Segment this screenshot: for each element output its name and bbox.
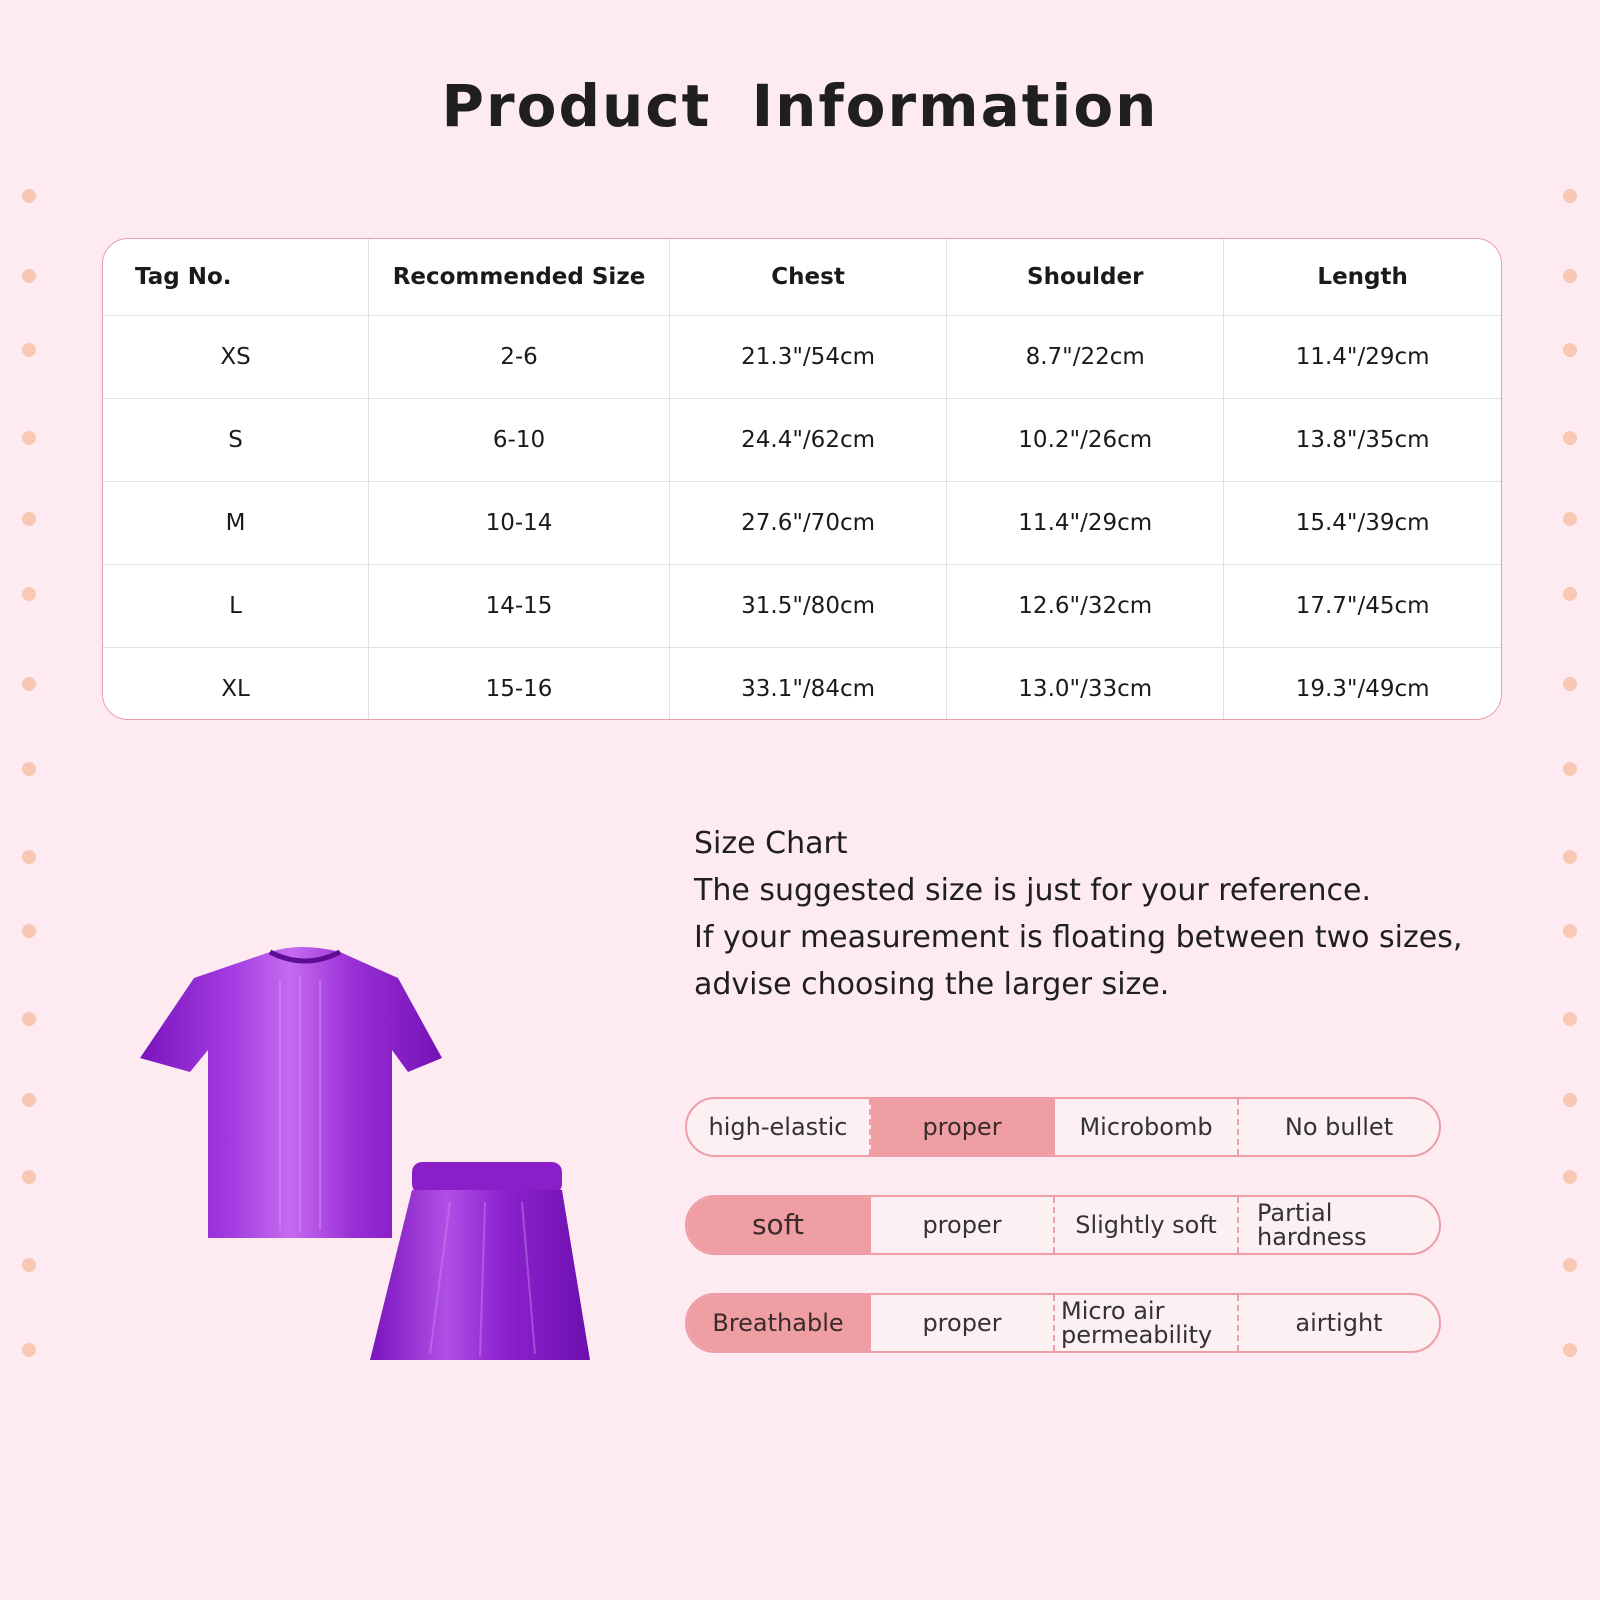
cell-shoulder: 12.6"/32cm xyxy=(947,565,1224,648)
decorative-dot xyxy=(22,431,36,445)
cell-tag: M xyxy=(103,482,369,565)
option-airtight: airtight xyxy=(1295,1309,1383,1337)
cell-chest: 21.3"/54cm xyxy=(670,316,947,399)
option-soft: soft xyxy=(687,1197,871,1253)
cell-shoulder: 8.7"/22cm xyxy=(947,316,1224,399)
option-partial-hardness: Partial hardness xyxy=(1257,1199,1367,1251)
option-micro-air-permeability: Micro air permeability xyxy=(1055,1295,1239,1351)
decorative-dot xyxy=(22,587,36,601)
cell-length: 11.4"/29cm xyxy=(1224,316,1501,399)
decorative-dot xyxy=(22,677,36,691)
decorative-dot xyxy=(1563,1170,1577,1184)
column-header-tag: Tag No. xyxy=(103,239,369,316)
decorative-dot xyxy=(1563,762,1577,776)
shirt-icon xyxy=(140,947,442,1238)
decorative-dot xyxy=(22,1012,36,1026)
decorative-dot xyxy=(1563,924,1577,938)
cell-recommended-size: 10-14 xyxy=(369,482,670,565)
decorative-dot xyxy=(1563,677,1577,691)
option-no-bullet: No bullet xyxy=(1284,1113,1394,1141)
decorative-dot xyxy=(1563,1012,1577,1026)
cell-length: 17.7"/45cm xyxy=(1224,565,1501,648)
decorative-dot xyxy=(22,762,36,776)
notes-heading: Size Chart xyxy=(694,826,848,861)
option-high-elastic: high-elastic xyxy=(687,1099,871,1155)
decorative-dot xyxy=(22,343,36,357)
decorative-dot xyxy=(22,512,36,526)
page-title: Product Information xyxy=(441,72,1159,140)
decorative-dot xyxy=(1563,1258,1577,1272)
cell-recommended-size: 15-16 xyxy=(369,648,670,721)
table-row xyxy=(103,399,1501,482)
cell-tag: L xyxy=(103,565,369,648)
product-image xyxy=(130,940,600,1380)
decorative-dot xyxy=(22,1258,36,1272)
cell-chest: 31.5"/80cm xyxy=(670,565,947,648)
notes-line: advise choosing the larger size. xyxy=(694,967,1170,1002)
column-header-chest: Chest xyxy=(670,239,947,316)
cell-chest: 27.6"/70cm xyxy=(670,482,947,565)
decorative-dot xyxy=(1563,343,1577,357)
table-header-row xyxy=(103,239,1501,316)
option-proper: proper xyxy=(871,1295,1055,1351)
decorative-dot xyxy=(22,1343,36,1357)
decorative-dot xyxy=(22,189,36,203)
decorative-dot xyxy=(22,269,36,283)
cell-chest: 24.4"/62cm xyxy=(670,399,947,482)
table-row xyxy=(103,565,1501,648)
cell-tag: XS xyxy=(103,316,369,399)
cell-shoulder: 11.4"/29cm xyxy=(947,482,1224,565)
decorative-dot xyxy=(1563,850,1577,864)
option-proper: proper xyxy=(871,1197,1055,1253)
decorative-dot xyxy=(1563,189,1577,203)
column-header-length: Length xyxy=(1224,239,1501,316)
cell-recommended-size: 6-10 xyxy=(369,399,670,482)
cell-length: 13.8"/35cm xyxy=(1224,399,1501,482)
softness-scale xyxy=(685,1195,1441,1255)
cell-length: 19.3"/49cm xyxy=(1295,676,1430,702)
table-row xyxy=(103,648,1501,721)
cell-tag: S xyxy=(103,399,369,482)
decorative-dot xyxy=(22,1093,36,1107)
notes-line: The suggested size is just for your reference. xyxy=(694,873,1371,908)
decorative-dot xyxy=(1563,587,1577,601)
cell-recommended-size: 14-15 xyxy=(369,565,670,648)
cell-recommended-size: 2-6 xyxy=(369,316,670,399)
column-header-shoulder: Shoulder xyxy=(947,239,1224,316)
size-table xyxy=(103,239,1501,720)
option-proper: proper xyxy=(871,1099,1055,1155)
notes-line: If your measurement is floating between two sizes, xyxy=(694,920,1463,955)
decorative-dot xyxy=(1563,512,1577,526)
cell-shoulder: 13.0"/33cm xyxy=(947,648,1224,721)
cell-chest: 33.1"/84cm xyxy=(670,648,947,721)
option-breathable: Breathable xyxy=(687,1295,871,1351)
decorative-dot xyxy=(1563,269,1577,283)
cell-tag: XL xyxy=(103,648,369,721)
decorative-dot xyxy=(22,850,36,864)
option-microbomb: Microbomb xyxy=(1055,1099,1239,1155)
decorative-dot xyxy=(1563,1093,1577,1107)
cell-length: 15.4"/39cm xyxy=(1224,482,1501,565)
size-notes xyxy=(694,820,1494,1008)
table-row xyxy=(103,482,1501,565)
table-row xyxy=(103,316,1501,399)
option-slightly-soft: Slightly soft xyxy=(1055,1197,1239,1253)
skirt-icon xyxy=(370,1162,590,1360)
breathability-scale xyxy=(685,1293,1441,1353)
elasticity-scale xyxy=(685,1097,1441,1157)
decorative-dot xyxy=(22,924,36,938)
size-table-card xyxy=(102,238,1502,720)
decorative-dot xyxy=(1563,1343,1577,1357)
cell-shoulder: 10.2"/26cm xyxy=(947,399,1224,482)
decorative-dot xyxy=(1563,431,1577,445)
column-header-recommended-size: Recommended Size xyxy=(369,239,670,316)
decorative-dot xyxy=(22,1170,36,1184)
